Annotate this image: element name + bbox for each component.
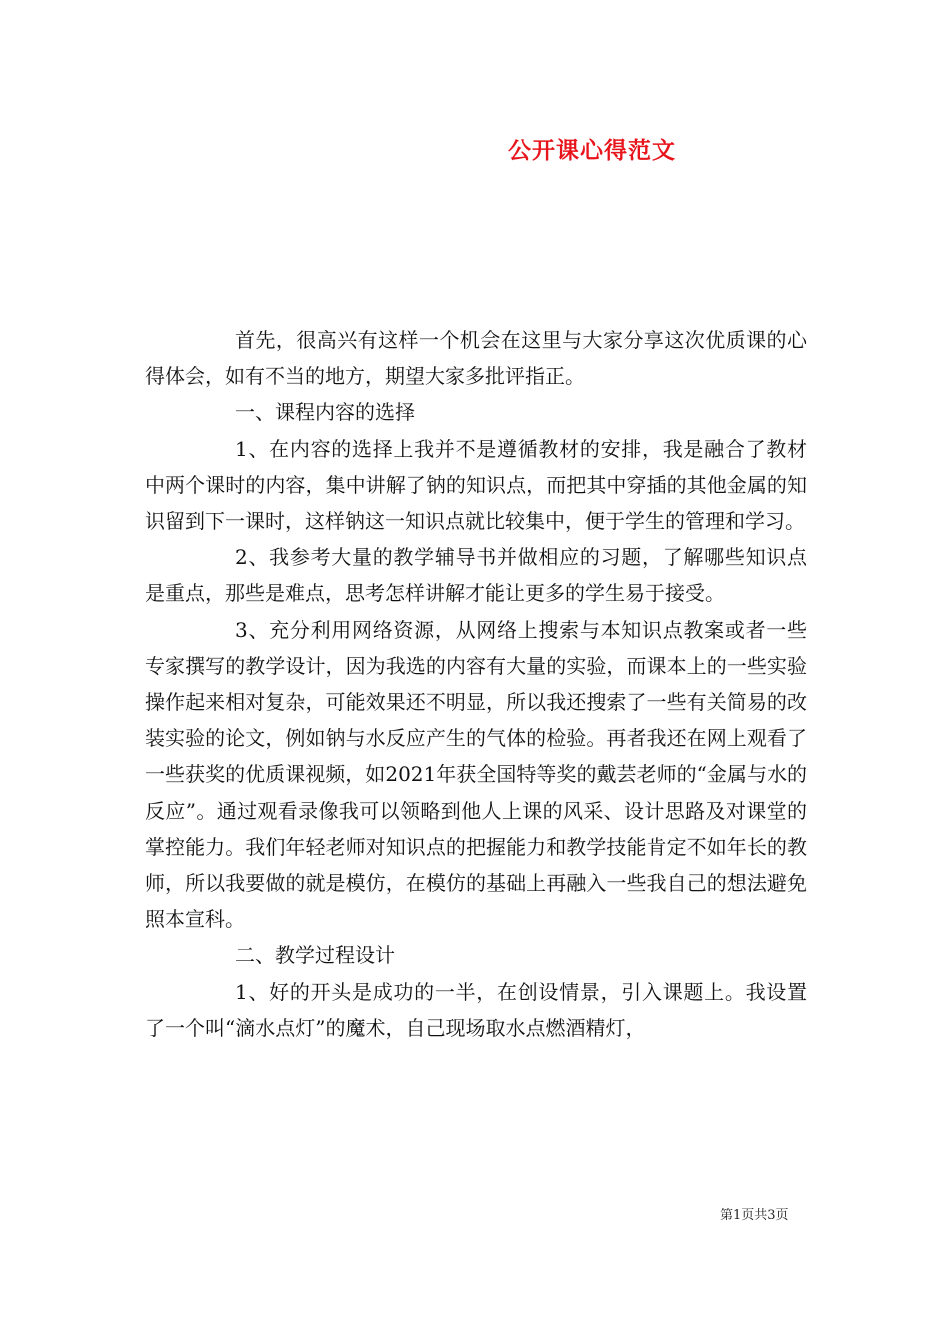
page-footer: 第1页共3页	[720, 1208, 789, 1223]
section-heading-1: 一、课程内容的选择	[235, 400, 415, 425]
paragraph-intro: 首先，很高兴有这样一个机会在这里与大家分享这次优质课的心得体会，如有不当的地方，期望大家多批评指正。	[145, 328, 807, 389]
section-heading-2: 二、教学过程设计	[235, 943, 395, 968]
paragraph-1-2: 2、我参考大量的教学辅导书并做相应的习题，了解哪些知识点是重点，那些是难点，思考怎样讲解才能让更多的学生易于接受。	[145, 545, 807, 606]
paragraph-2-1: 1、好的开头是成功的一半，在创设情景，引入课题上。我设置了一个叫“滴水点灯”的魔术，自己现场取水点燃酒精灯，	[145, 979, 807, 1040]
paragraph-1-3: 3、充分利用网络资源，从网络上搜索与本知识点教案或者一些专家撰写的教学设计，因为我选的内容有大量的实验，而课本上的一些实验操作起来相对复杂，可能效果还不明显，所以我还搜索了一些有关简易的改装实验的论文，例如钠与水反应产生的气体的检验。再者我还在网上观看了一些获奖的优质课视频，如2021年获全国特等奖的戴芸老师的“金属与水的反应”。通过观看录像我可以领略到他人上课的风采、设计思路及对课堂的掌控能力。我们年轻老师对知识点的把握能力和教学技能肯定不如年长的教师，所以我要做的就是模仿，在模仿的基础上再融入一些我自己的想法避免照本宣科。	[145, 617, 807, 932]
paragraph-1-1: 1、在内容的选择上我并不是遵循教材的安排，我是融合了教材中两个课时的内容，集中讲解了钠的知识点，而把其中穿插的其他金属的知识留到下一课时，这样钠这一知识点就比较集中，便于学生的管理和学习。	[145, 436, 807, 534]
page-title: 公开课心得范文	[508, 137, 676, 164]
document-body	[145, 322, 807, 1046]
